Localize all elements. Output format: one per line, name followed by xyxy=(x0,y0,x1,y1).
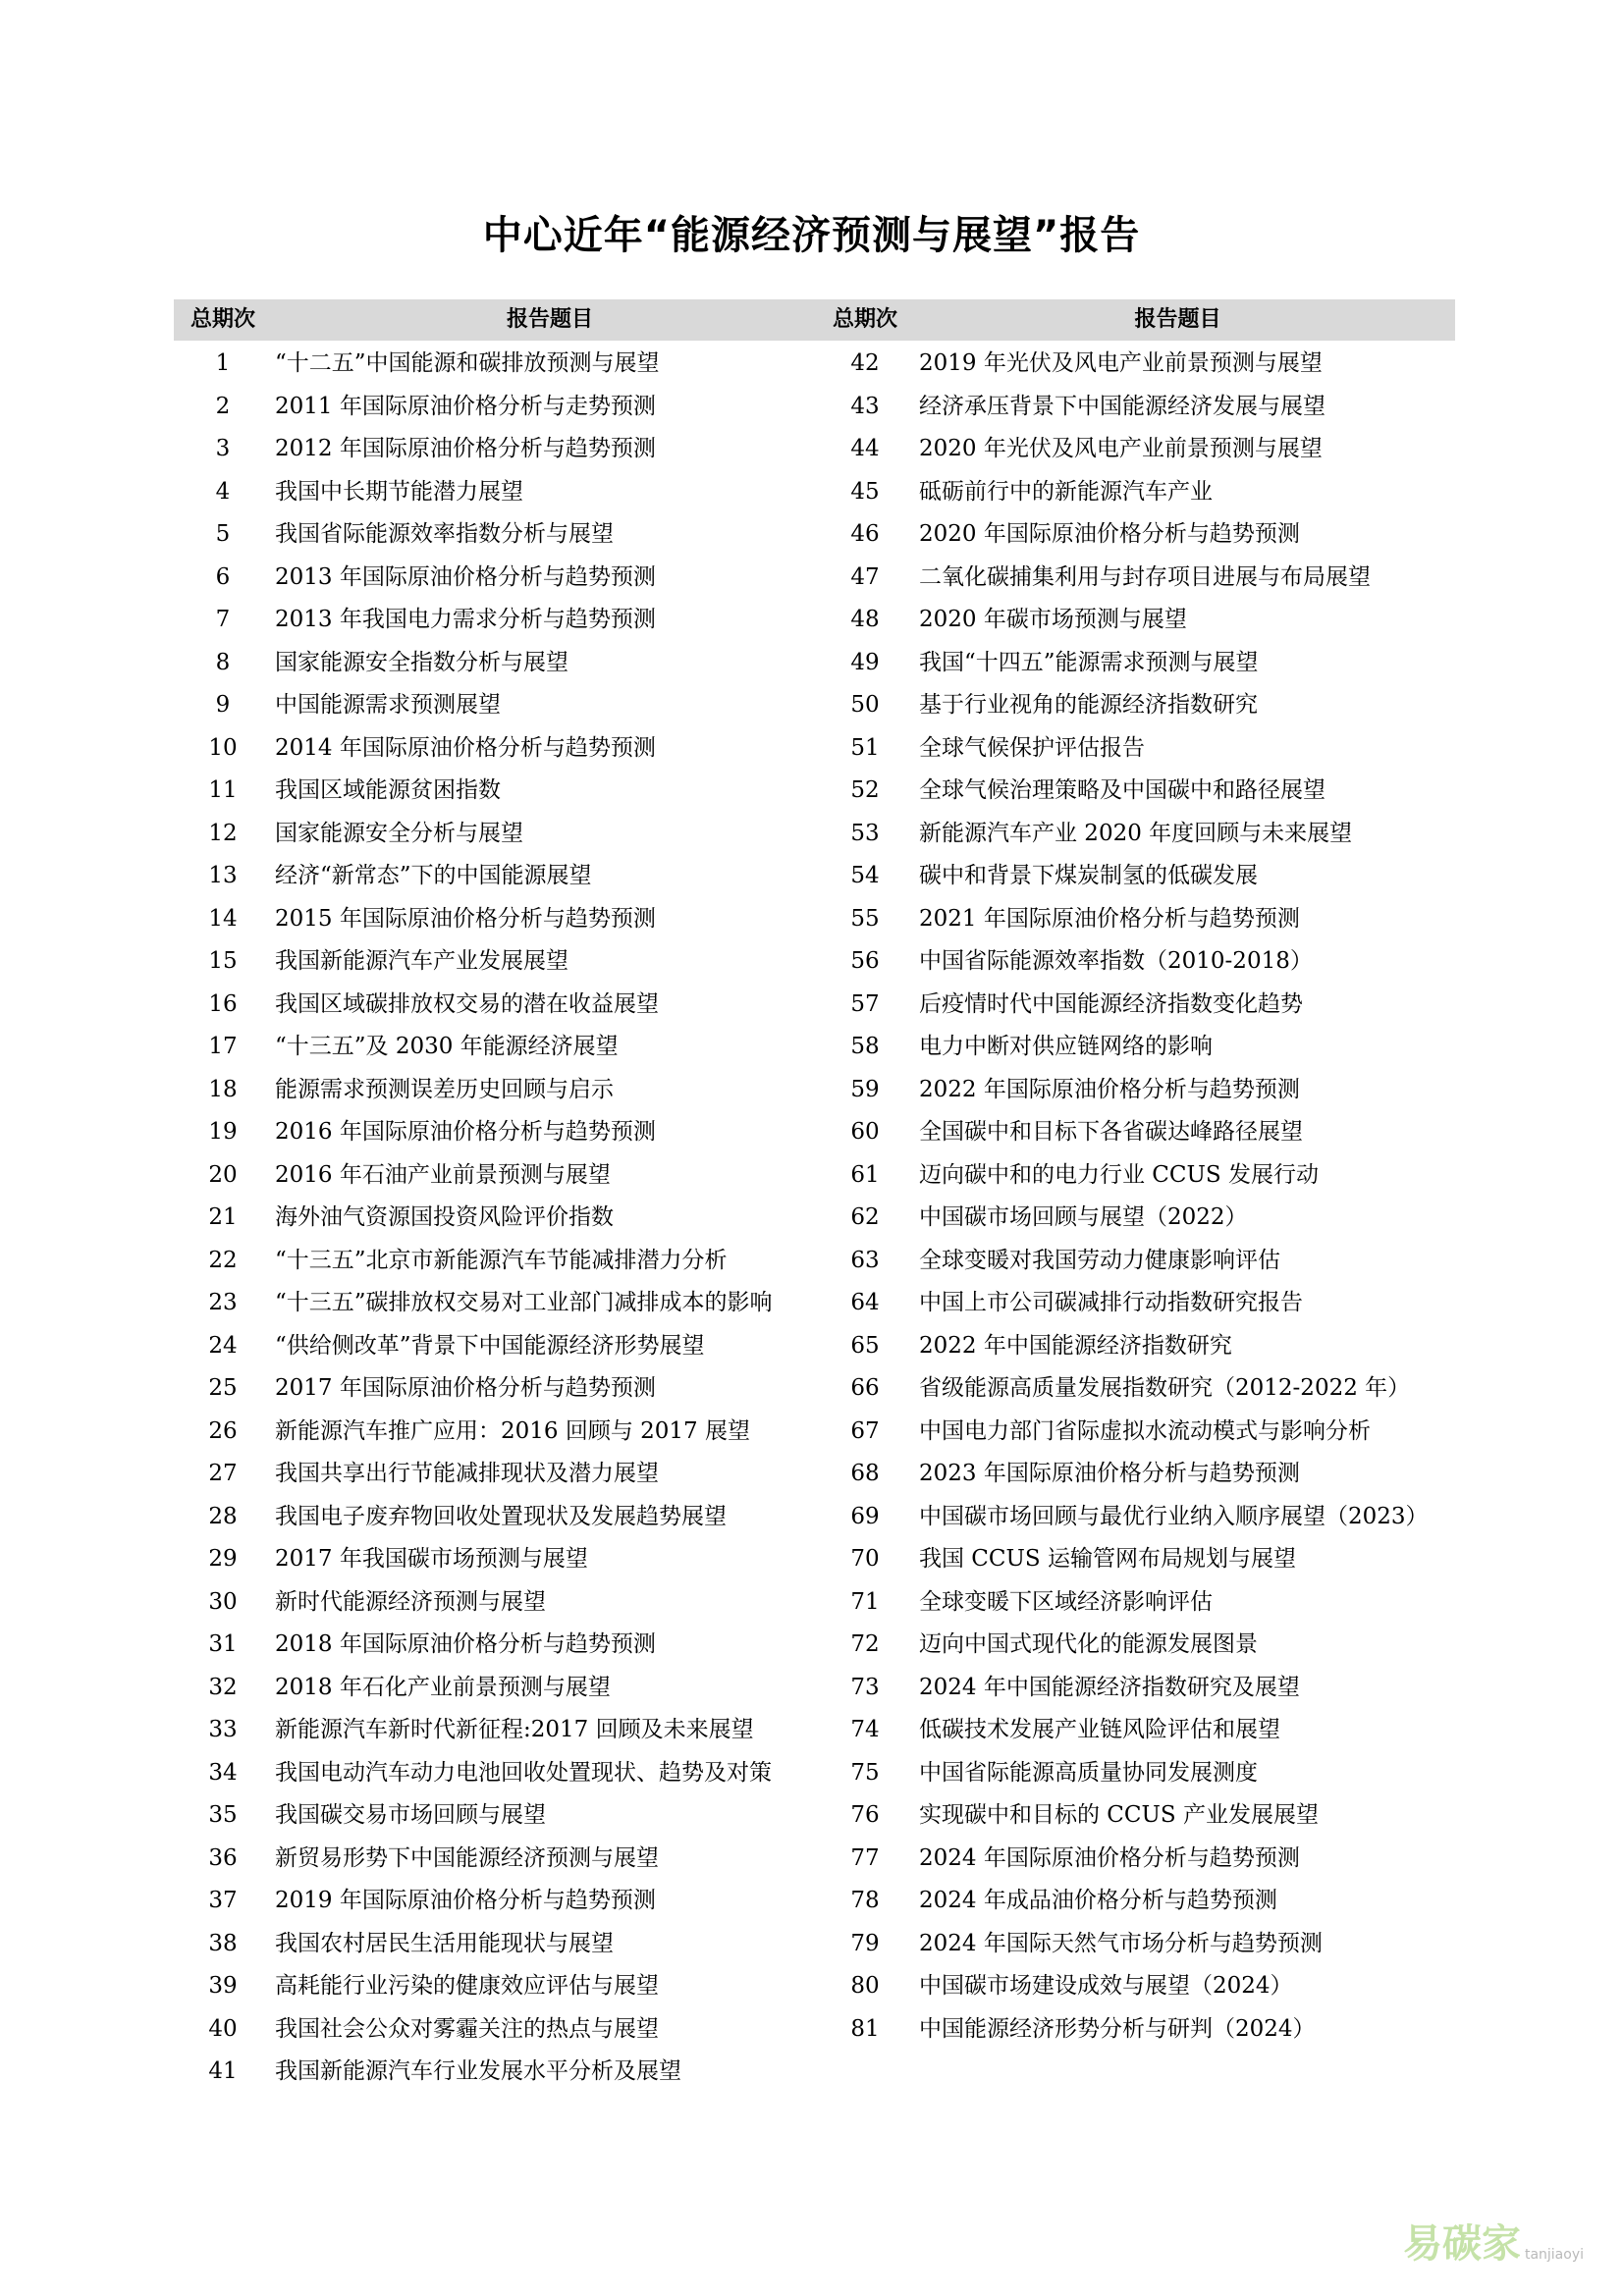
row-number: 27 xyxy=(208,1461,238,1486)
table-row xyxy=(815,898,1469,941)
table-row xyxy=(174,1453,825,1496)
table-row xyxy=(815,1240,1469,1283)
row-number: 23 xyxy=(208,1290,238,1315)
table-row xyxy=(815,428,1469,471)
row-title: 我国新能源汽车行业发展水平分析及展望 xyxy=(275,2058,681,2084)
row-title: 2015 年国际原油价格分析与趋势预测 xyxy=(275,905,656,932)
row-title: 2022 年国际原油价格分析与趋势预测 xyxy=(919,1076,1300,1102)
row-title: 全球变暖下区域经济影响评估 xyxy=(919,1588,1213,1615)
row-number: 43 xyxy=(850,393,880,419)
row-title: 实现碳中和目标的 CCUS 产业发展展望 xyxy=(919,1802,1319,1828)
row-title: 新时代能源经济预测与展望 xyxy=(275,1588,546,1615)
row-title: 2024 年国际天然气市场分析与趋势预测 xyxy=(919,1930,1323,1956)
row-number: 20 xyxy=(208,1161,238,1188)
table-row xyxy=(174,1965,825,2008)
row-title: 国家能源安全分析与展望 xyxy=(275,820,523,846)
row-number: 25 xyxy=(208,1375,238,1401)
row-number: 81 xyxy=(850,2015,880,2042)
row-number: 71 xyxy=(850,1588,880,1615)
table-row xyxy=(174,642,825,685)
row-number: 76 xyxy=(850,1802,880,1828)
row-title: 我国电子废弃物回收处置现状及发展趋势展望 xyxy=(275,1503,727,1529)
table-row xyxy=(815,642,1469,685)
table-row xyxy=(174,1624,825,1667)
row-title: “十三五”碳排放权交易对工业部门减排成本的影响 xyxy=(275,1290,773,1315)
row-number: 68 xyxy=(850,1461,880,1486)
row-number: 37 xyxy=(208,1888,238,1913)
row-title: 我国电动汽车动力电池回收处置现状、趋势及对策 xyxy=(275,1759,772,1786)
row-number: 74 xyxy=(850,1717,880,1742)
row-title: 中国省际能源效率指数（2010-2018） xyxy=(919,948,1313,974)
row-title: 新能源汽车推广应用：2016 回顾与 2017 展望 xyxy=(275,1417,750,1444)
table-row xyxy=(815,513,1469,557)
row-number: 45 xyxy=(850,478,880,505)
row-number: 47 xyxy=(850,563,880,590)
row-title: 我国共享出行节能减排现状及潜力展望 xyxy=(275,1461,659,1486)
row-number: 22 xyxy=(208,1247,238,1273)
row-title: 砥砺前行中的新能源汽车产业 xyxy=(919,478,1213,505)
row-title: 2017 年我国碳市场预测与展望 xyxy=(275,1546,588,1572)
table-row xyxy=(815,1069,1469,1112)
row-number: 26 xyxy=(208,1417,238,1444)
table-row xyxy=(174,1880,825,1923)
row-title: 省级能源高质量发展指数研究（2012-2022 年） xyxy=(919,1375,1411,1401)
row-number: 66 xyxy=(850,1375,880,1401)
row-number: 52 xyxy=(850,777,880,803)
row-title: 中国上市公司碳减排行动指数研究报告 xyxy=(919,1290,1303,1315)
row-title: 我国 CCUS 运输管网布局规划与展望 xyxy=(919,1546,1296,1572)
table-row xyxy=(174,2051,825,2094)
row-number: 61 xyxy=(850,1161,880,1188)
row-title: 2024 年中国能源经济指数研究及展望 xyxy=(919,1674,1300,1700)
table-row xyxy=(174,1794,825,1838)
table-row xyxy=(174,813,825,856)
row-title: 我国碳交易市场回顾与展望 xyxy=(275,1802,546,1828)
row-title: 2018 年国际原油价格分析与趋势预测 xyxy=(275,1631,656,1657)
watermark-sub: tanjiaoyi xyxy=(1524,2247,1584,2263)
row-number: 28 xyxy=(208,1503,238,1529)
row-title: 全国碳中和目标下各省碳达峰路径展望 xyxy=(919,1119,1303,1145)
row-number: 16 xyxy=(208,990,238,1017)
row-number: 30 xyxy=(208,1588,238,1615)
row-number: 51 xyxy=(850,734,880,761)
header-col-title-left: 报告题目 xyxy=(506,307,593,332)
row-title: 中国能源需求预测展望 xyxy=(275,692,501,718)
row-title: 高耗能行业污染的健康效应评估与展望 xyxy=(275,1973,659,1999)
table-row xyxy=(815,1923,1469,1966)
table-row xyxy=(174,1752,825,1795)
table-row xyxy=(815,1496,1469,1539)
row-title: 中国电力部门省际虚拟水流动模式与影响分析 xyxy=(919,1417,1371,1444)
row-title: 碳中和背景下煤炭制氢的低碳发展 xyxy=(919,863,1258,888)
row-title: “供给侧改革”背景下中国能源经济形势展望 xyxy=(275,1332,705,1359)
row-number: 21 xyxy=(208,1204,238,1230)
table-row xyxy=(174,984,825,1027)
row-number: 34 xyxy=(208,1759,238,1786)
table-row xyxy=(174,1154,825,1198)
row-title: 二氧化碳捕集利用与封存项目进展与布局展望 xyxy=(919,563,1371,590)
table-row xyxy=(174,343,825,386)
table-row xyxy=(815,386,1469,429)
row-title: 我国区域能源贫困指数 xyxy=(275,777,501,803)
table-row xyxy=(815,1538,1469,1581)
row-title: 经济“新常态”下的中国能源展望 xyxy=(275,863,592,888)
table-row xyxy=(815,1624,1469,1667)
row-number: 49 xyxy=(850,649,880,675)
row-title: 2019 年光伏及风电产业前景预测与展望 xyxy=(919,350,1323,376)
row-number: 53 xyxy=(850,820,880,846)
row-title: 后疫情时代中国能源经济指数变化趋势 xyxy=(919,990,1303,1017)
table-row xyxy=(815,1411,1469,1454)
table-row xyxy=(815,684,1469,727)
row-number: 15 xyxy=(208,948,238,974)
row-title: 能源需求预测误差历史回顾与启示 xyxy=(275,1076,614,1102)
table-row xyxy=(815,1453,1469,1496)
row-number: 31 xyxy=(208,1631,238,1657)
row-number: 11 xyxy=(208,777,238,803)
row-number: 12 xyxy=(208,820,238,846)
table-row xyxy=(815,1026,1469,1069)
table-row xyxy=(815,770,1469,813)
table-row xyxy=(174,1709,825,1752)
row-number: 64 xyxy=(850,1290,880,1315)
row-number: 58 xyxy=(850,1034,880,1059)
row-number: 40 xyxy=(208,2015,238,2042)
row-number: 67 xyxy=(850,1417,880,1444)
table-row xyxy=(174,684,825,727)
table-row xyxy=(174,855,825,898)
table-row xyxy=(815,1880,1469,1923)
row-number: 62 xyxy=(850,1204,880,1230)
table-row xyxy=(174,557,825,600)
table-row xyxy=(174,1240,825,1283)
row-number: 3 xyxy=(215,436,231,461)
table-row xyxy=(174,599,825,642)
row-title: 中国碳市场回顾与展望（2022） xyxy=(919,1204,1248,1230)
table-row xyxy=(174,770,825,813)
row-title: 经济承压背景下中国能源经济发展与展望 xyxy=(919,393,1325,419)
row-number: 42 xyxy=(850,350,880,376)
row-number: 80 xyxy=(850,1973,880,1999)
row-number: 35 xyxy=(208,1802,238,1828)
table-row xyxy=(174,2008,825,2052)
row-title: 我国社会公众对雾霾关注的热点与展望 xyxy=(275,2015,659,2042)
row-number: 46 xyxy=(850,521,880,547)
row-title: 我国省际能源效率指数分析与展望 xyxy=(275,521,614,547)
table-row xyxy=(174,471,825,514)
row-number: 56 xyxy=(850,948,880,974)
table-row xyxy=(815,1667,1469,1710)
row-title: 新贸易形势下中国能源经济预测与展望 xyxy=(275,1844,659,1871)
table-row xyxy=(815,1838,1469,1881)
table-row xyxy=(174,386,825,429)
table-row xyxy=(174,513,825,557)
row-title: 全球变暖对我国劳动力健康影响评估 xyxy=(919,1247,1280,1273)
row-number: 14 xyxy=(208,905,238,932)
row-number: 79 xyxy=(850,1930,880,1956)
row-number: 1 xyxy=(215,350,231,376)
table-row xyxy=(815,813,1469,856)
row-title: 2011 年国际原油价格分析与走势预测 xyxy=(275,393,656,419)
watermark-logo xyxy=(1403,2213,1584,2269)
row-number: 24 xyxy=(208,1332,238,1359)
table-row xyxy=(174,1538,825,1581)
table-row xyxy=(174,1197,825,1240)
row-number: 29 xyxy=(208,1546,238,1572)
row-number: 9 xyxy=(215,692,231,718)
row-title: 2020 年国际原油价格分析与趋势预测 xyxy=(919,521,1300,547)
row-number: 17 xyxy=(208,1034,238,1059)
row-title: 2012 年国际原油价格分析与趋势预测 xyxy=(275,436,656,461)
row-number: 36 xyxy=(208,1844,238,1871)
table-row xyxy=(815,1325,1469,1368)
table-row xyxy=(815,940,1469,984)
row-title: 全球气候保护评估报告 xyxy=(919,734,1145,761)
row-number: 18 xyxy=(208,1076,238,1102)
row-title: 中国碳市场回顾与最优行业纳入顺序展望（2023） xyxy=(919,1503,1429,1529)
table-row xyxy=(815,1709,1469,1752)
row-title: 2024 年成品油价格分析与趋势预测 xyxy=(919,1888,1277,1913)
row-title: 迈向中国式现代化的能源发展图景 xyxy=(919,1631,1258,1657)
row-number: 4 xyxy=(215,478,231,505)
row-number: 65 xyxy=(850,1332,880,1359)
table-row xyxy=(174,1325,825,1368)
table-row xyxy=(174,1496,825,1539)
row-number: 77 xyxy=(850,1844,880,1871)
row-title: 2023 年国际原油价格分析与趋势预测 xyxy=(919,1461,1300,1486)
row-number: 19 xyxy=(208,1119,238,1145)
row-title: 2016 年国际原油价格分析与趋势预测 xyxy=(275,1119,656,1145)
row-title: 2013 年国际原油价格分析与趋势预测 xyxy=(275,563,656,590)
row-title: 2021 年国际原油价格分析与趋势预测 xyxy=(919,905,1300,932)
row-number: 59 xyxy=(850,1076,880,1102)
table-row xyxy=(815,1197,1469,1240)
table-row xyxy=(815,855,1469,898)
table-row xyxy=(815,984,1469,1027)
row-title: 迈向碳中和的电力行业 CCUS 发展行动 xyxy=(919,1161,1319,1188)
row-number: 60 xyxy=(850,1119,880,1145)
row-number: 57 xyxy=(850,990,880,1017)
row-title: 我国“十四五”能源需求预测与展望 xyxy=(919,649,1259,675)
table-row xyxy=(174,1838,825,1881)
row-number: 33 xyxy=(208,1717,238,1742)
row-number: 63 xyxy=(850,1247,880,1273)
row-title: 2014 年国际原油价格分析与趋势预测 xyxy=(275,734,656,761)
row-title: 2017 年国际原油价格分析与趋势预测 xyxy=(275,1375,656,1401)
row-title: 我国区域碳排放权交易的潜在收益展望 xyxy=(275,990,659,1017)
header-col-num-left: 总期次 xyxy=(189,307,255,332)
row-title: 我国新能源汽车产业发展展望 xyxy=(275,948,568,974)
row-title: 电力中断对供应链网络的影响 xyxy=(919,1034,1213,1059)
table-row xyxy=(174,1411,825,1454)
row-number: 6 xyxy=(215,563,231,590)
row-title: 2022 年中国能源经济指数研究 xyxy=(919,1332,1232,1359)
table-row xyxy=(815,1794,1469,1838)
row-number: 78 xyxy=(850,1888,880,1913)
table-row xyxy=(815,727,1469,771)
table-row xyxy=(815,471,1469,514)
row-title: 中国能源经济形势分析与研判（2024） xyxy=(919,2015,1316,2042)
row-title: 2018 年石化产业前景预测与展望 xyxy=(275,1674,611,1700)
row-number: 73 xyxy=(850,1674,880,1700)
row-title: 2019 年国际原油价格分析与趋势预测 xyxy=(275,1888,656,1913)
table-row xyxy=(174,1111,825,1154)
row-title: 2016 年石油产业前景预测与展望 xyxy=(275,1161,611,1188)
table-row xyxy=(174,940,825,984)
table-row xyxy=(174,1367,825,1411)
table-row xyxy=(815,599,1469,642)
table-row xyxy=(815,1581,1469,1625)
row-number: 5 xyxy=(215,521,231,547)
row-title: 我国农村居民生活用能现状与展望 xyxy=(275,1930,614,1956)
row-title: 中国碳市场建设成效与展望（2024） xyxy=(919,1973,1293,1999)
row-number: 10 xyxy=(208,734,238,761)
header-col-num-right: 总期次 xyxy=(832,307,897,332)
row-title: 基于行业视角的能源经济指数研究 xyxy=(919,692,1258,718)
row-number: 69 xyxy=(850,1503,880,1529)
table-row xyxy=(815,2008,1469,2052)
row-number: 2 xyxy=(215,393,231,419)
row-number: 32 xyxy=(208,1674,238,1700)
row-number: 70 xyxy=(850,1546,880,1572)
row-title: 国家能源安全指数分析与展望 xyxy=(275,649,568,675)
table-row xyxy=(174,1581,825,1625)
table-row xyxy=(815,1965,1469,2008)
table-row xyxy=(174,727,825,771)
row-title: “十三五”北京市新能源汽车节能减排潜力分析 xyxy=(275,1247,728,1273)
left-column xyxy=(174,343,825,2094)
watermark-text: 易碳家 xyxy=(1402,2221,1521,2267)
table-row xyxy=(815,557,1469,600)
row-number: 50 xyxy=(850,692,880,718)
table-row xyxy=(815,1154,1469,1198)
table-row xyxy=(174,428,825,471)
table-row xyxy=(174,1667,825,1710)
row-title: 2024 年国际原油价格分析与趋势预测 xyxy=(919,1844,1300,1871)
table-row xyxy=(815,1282,1469,1325)
row-title: “十二五”中国能源和碳排放预测与展望 xyxy=(275,350,660,376)
table-row xyxy=(815,1367,1469,1411)
table-row xyxy=(174,1069,825,1112)
row-title: 全球气候治理策略及中国碳中和路径展望 xyxy=(919,777,1325,803)
row-title: 新能源汽车新时代新征程:2017 回顾及未来展望 xyxy=(275,1717,754,1742)
table-row xyxy=(174,1282,825,1325)
row-number: 55 xyxy=(850,905,880,932)
row-number: 75 xyxy=(850,1759,880,1786)
row-title: 海外油气资源国投资风险评价指数 xyxy=(275,1204,614,1230)
row-number: 8 xyxy=(215,649,231,675)
header-col-title-right: 报告题目 xyxy=(1134,307,1221,332)
row-number: 72 xyxy=(850,1631,880,1657)
row-title: 我国中长期节能潜力展望 xyxy=(275,478,523,505)
row-number: 44 xyxy=(850,436,880,461)
row-title: 新能源汽车产业 2020 年度回顾与未来展望 xyxy=(919,820,1353,846)
row-title: 低碳技术发展产业链风险评估和展望 xyxy=(919,1717,1280,1742)
row-title: 中国省际能源高质量协同发展测度 xyxy=(919,1759,1258,1786)
table-row xyxy=(815,343,1469,386)
row-number: 48 xyxy=(850,607,880,632)
row-title: 2020 年碳市场预测与展望 xyxy=(919,607,1187,632)
row-number: 41 xyxy=(208,2058,238,2084)
row-number: 54 xyxy=(850,863,880,888)
page-title: 中心近年“能源经济预测与展望”报告 xyxy=(482,213,1141,258)
row-title: 2013 年我国电力需求分析与趋势预测 xyxy=(275,607,656,632)
row-number: 39 xyxy=(208,1973,238,1999)
table-row xyxy=(815,1752,1469,1795)
table-header xyxy=(174,299,1455,341)
right-column xyxy=(815,343,1469,2051)
table-row xyxy=(174,1026,825,1069)
table-row xyxy=(174,1923,825,1966)
table-row xyxy=(815,1111,1469,1154)
row-title: 2020 年光伏及风电产业前景预测与展望 xyxy=(919,436,1323,461)
row-title: “十三五”及 2030 年能源经济展望 xyxy=(275,1034,619,1059)
row-number: 13 xyxy=(208,863,238,888)
table-row xyxy=(174,898,825,941)
row-number: 38 xyxy=(208,1930,238,1956)
row-number: 7 xyxy=(215,607,231,632)
